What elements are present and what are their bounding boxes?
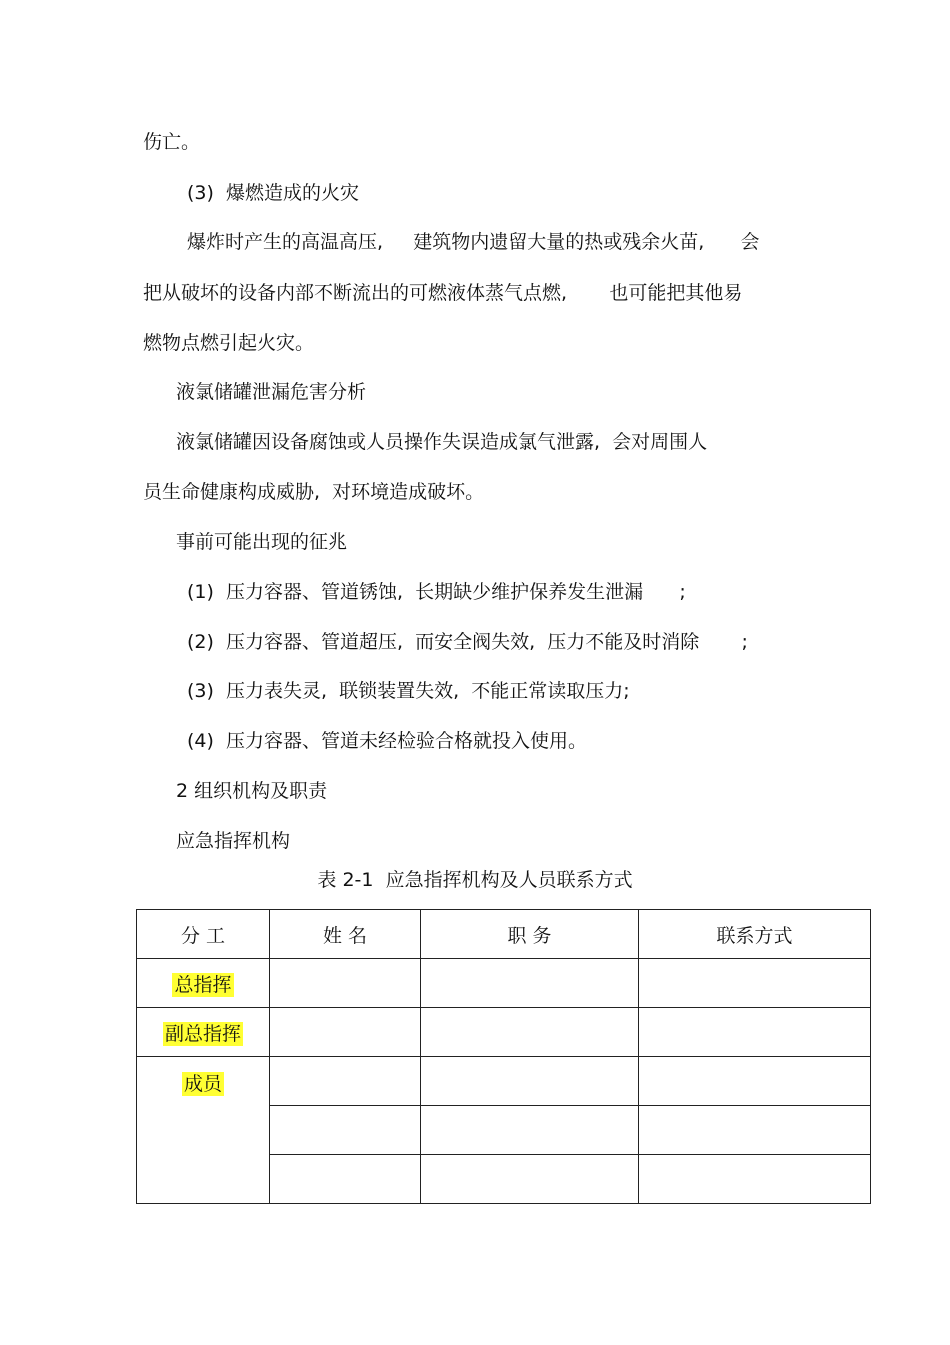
- table-cell: [270, 959, 421, 1008]
- table-cell: [639, 1106, 871, 1155]
- table-row: [137, 1008, 871, 1057]
- table-header-row: [137, 910, 871, 959]
- list-item: (4) 压力容器、管道未经检验合格就投入使用。: [187, 730, 587, 752]
- paragraph-line: 把从破坏的设备内部不断流出的可燃液体蒸气点燃, 也可能把其他易: [143, 282, 743, 304]
- highlighted-role: 成员: [183, 1073, 222, 1095]
- section-heading: 液氯储罐泄漏危害分析: [176, 381, 367, 403]
- table-cell: [270, 1008, 421, 1057]
- paragraph-line: 员生命健康构成威胁, 对环境造成破坏。: [143, 481, 485, 503]
- table-cell: [270, 1106, 421, 1155]
- table-cell: [639, 1155, 871, 1204]
- header-name: 姓 名: [270, 910, 421, 959]
- header-position: 职 务: [421, 910, 639, 959]
- list-item: (3) 压力表失灵, 联锁装置失效, 不能正常读取压力;: [187, 680, 630, 702]
- highlighted-role: 总指挥: [174, 973, 232, 996]
- table-row: [137, 959, 871, 1008]
- table-cell: [421, 1008, 639, 1057]
- paragraph-line: 伤亡。: [143, 131, 201, 153]
- section-heading: (3) 爆燃造成的火灾: [187, 182, 359, 204]
- role-cell: [137, 959, 270, 1008]
- paragraph-line: 爆炸时产生的高温高压, 建筑物内遗留大量的热或残余火苗, 会: [187, 231, 760, 253]
- role-cell: [137, 1008, 270, 1057]
- table-cell: [639, 1008, 871, 1057]
- paragraph-line: 液氯储罐因设备腐蚀或人员操作失误造成氯气泄露, 会对周围人: [176, 431, 708, 453]
- table-cell: [639, 959, 871, 1008]
- section-heading: 事前可能出现的征兆: [176, 531, 348, 553]
- chapter-heading: 2 组织机构及职责: [176, 780, 328, 802]
- paragraph-line: 燃物点燃引起火灾。: [143, 332, 315, 354]
- list-item: (1) 压力容器、管道锈蚀, 长期缺少维护保养发生泄漏 ;: [187, 581, 686, 603]
- table-row: [137, 1057, 871, 1106]
- table-cell: [421, 959, 639, 1008]
- highlighted-role: 副总指挥: [164, 1022, 241, 1045]
- table-cell: [421, 1106, 639, 1155]
- header-division: 分 工: [137, 910, 270, 959]
- table-caption: 表 2-1 应急指挥机构及人员联系方式: [317, 869, 633, 891]
- table-cell: [270, 1155, 421, 1204]
- table-cell: [421, 1057, 639, 1106]
- section-heading: 应急指挥机构: [176, 830, 291, 852]
- role-cell: [137, 1057, 270, 1204]
- header-contact: 联系方式: [639, 910, 871, 959]
- table-cell: [421, 1155, 639, 1204]
- table-cell: [639, 1057, 871, 1106]
- table-cell: [270, 1057, 421, 1106]
- list-item: (2) 压力容器、管道超压, 而安全阀失效, 压力不能及时消除 ;: [187, 631, 748, 653]
- contact-table: [136, 909, 871, 1204]
